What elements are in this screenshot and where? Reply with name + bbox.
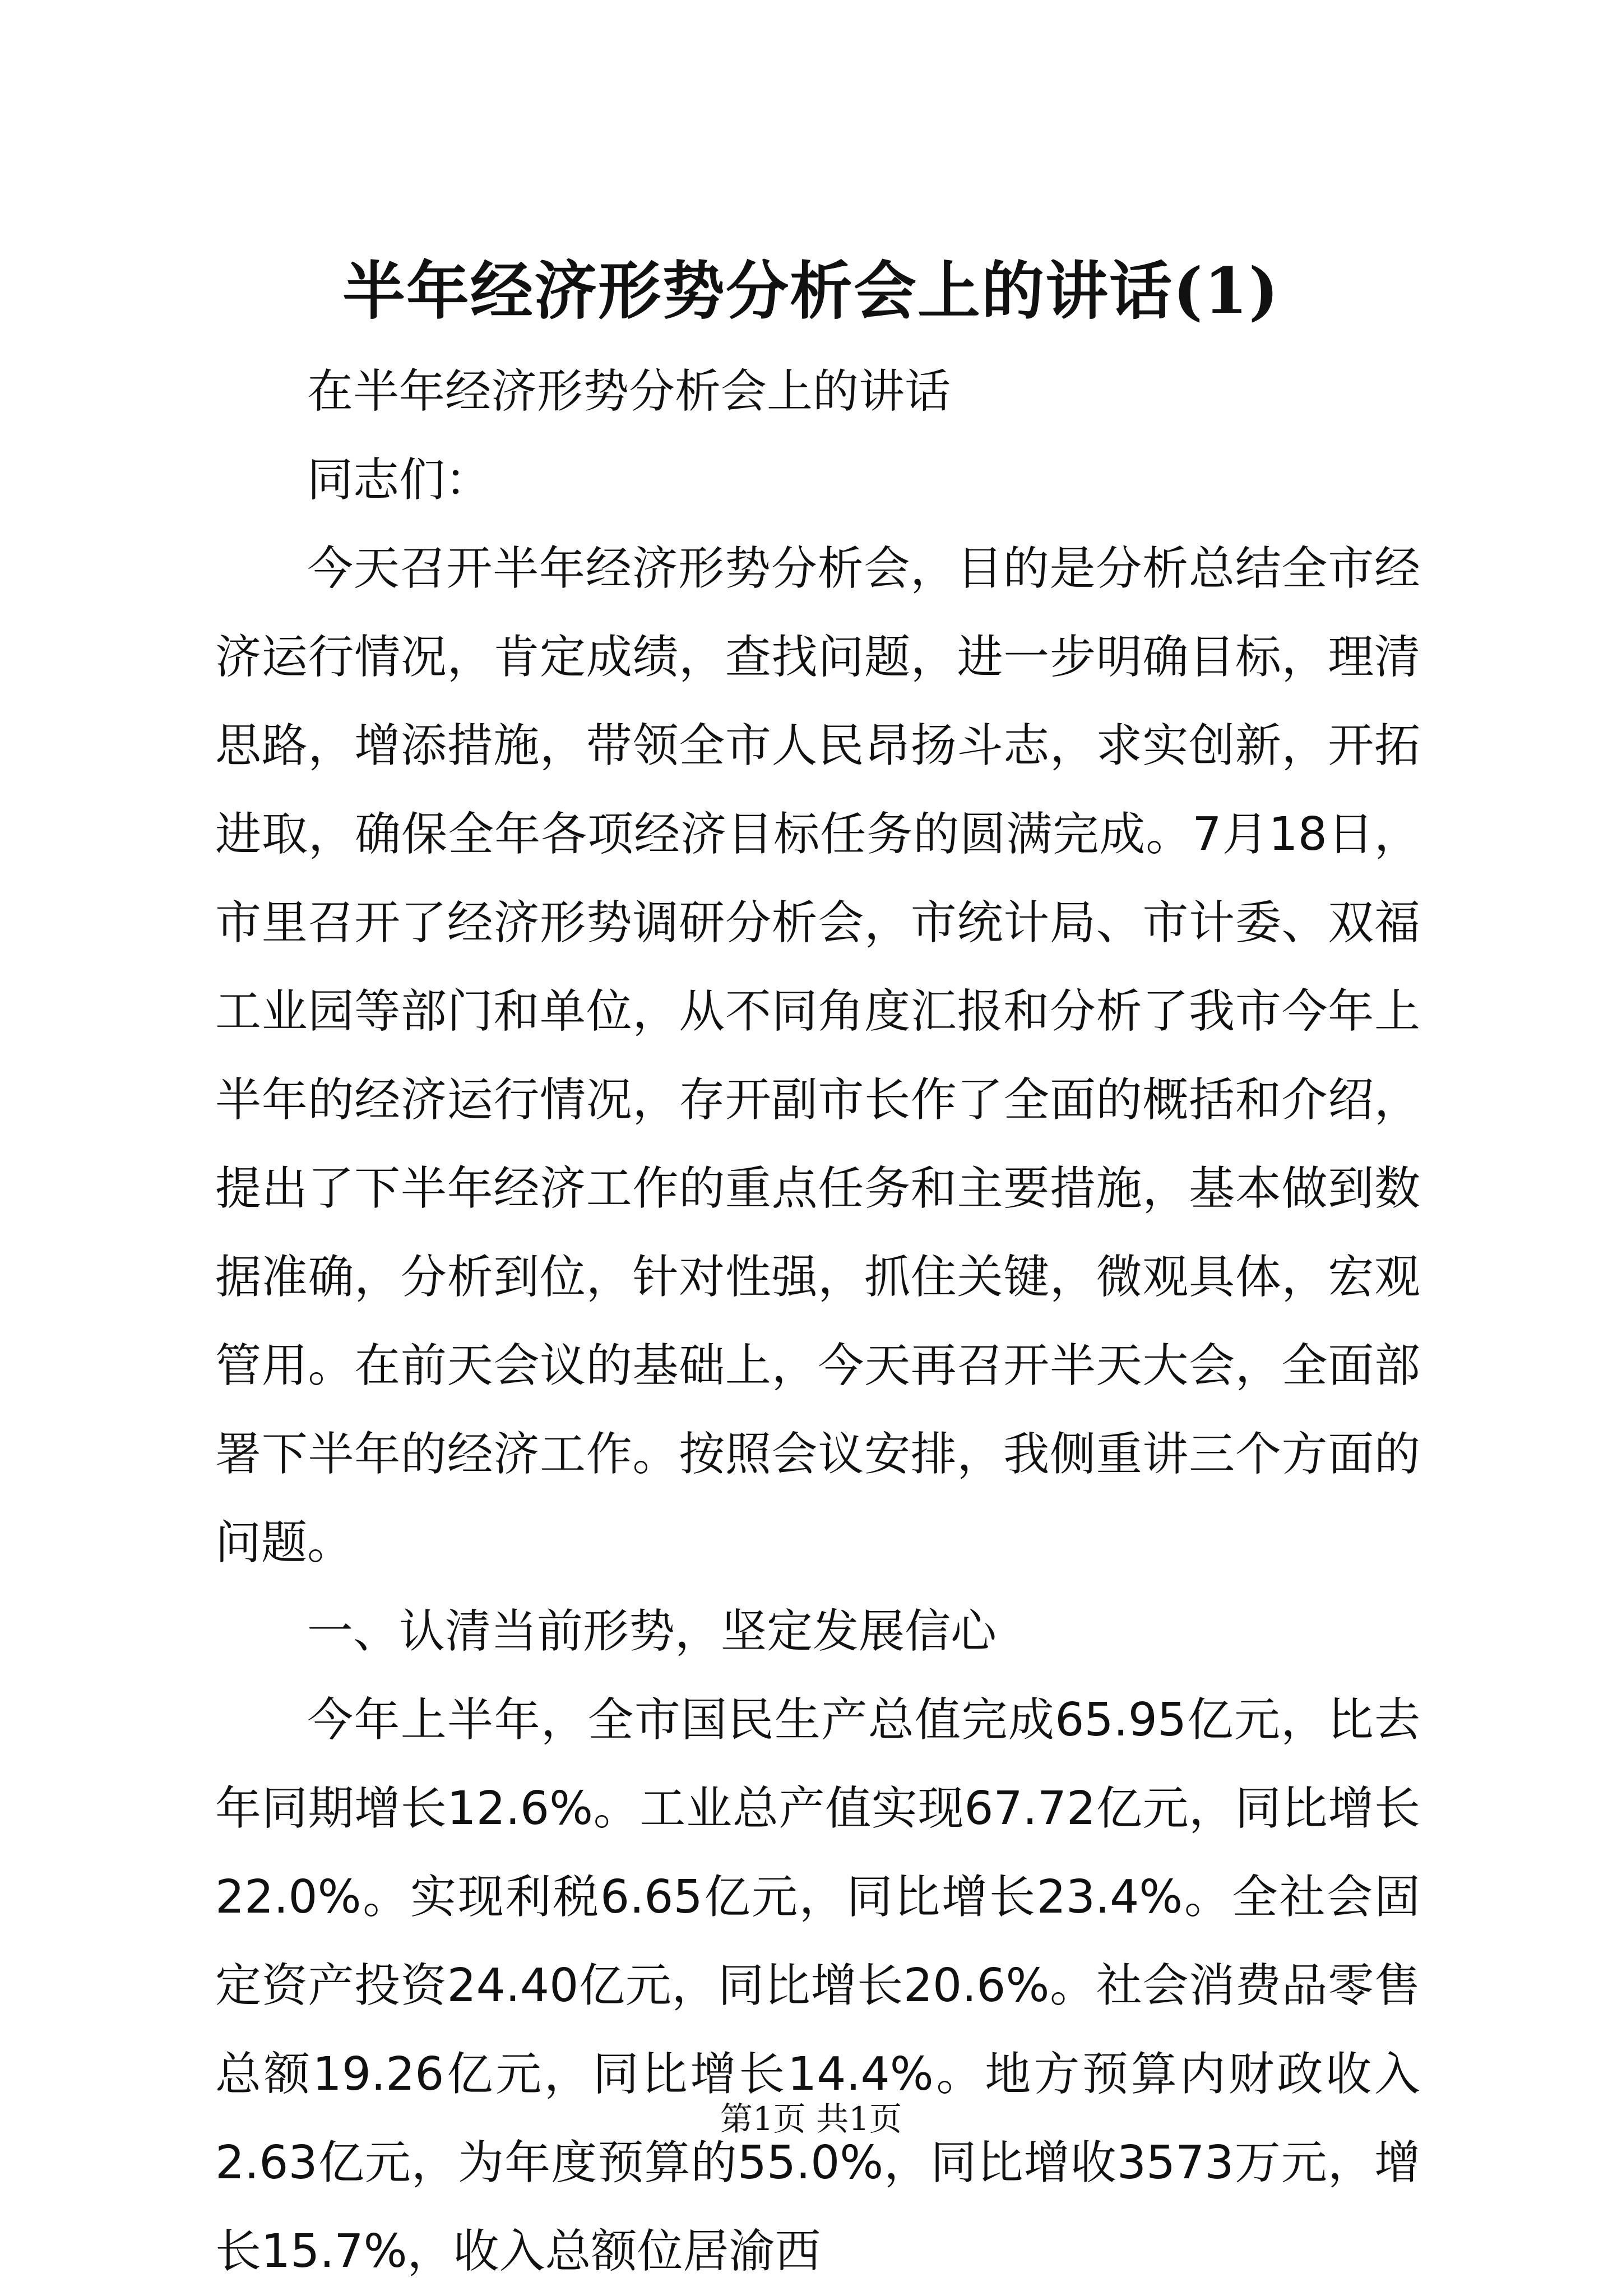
document-body [215, 348, 1420, 2296]
page-footer: 第1页 共1页 [720, 2100, 902, 2138]
intro-paragraph: 今天召开半年经济形势分析会，目的是分析总结全市经济运行情况，肯定成绩，查找问题，进一步明确目标，理清思路，增添措施，带领全市人民昂扬斗志，求实创新，开拓进取，确保全年各项经济目标任务的圆满完成。7月18日，市里召开了经济形势调研分析会，市统计局、市计委、双福工业园等部门和单位，从不同角度汇报和分析了我市今年上半年的经济运行情况，存开副市长作了全面的概括和介绍，提出了下半年经济工作的重点任务和主要措施，基本做到数据准确，分析到位，针对性强，抓住关键，微观具体，宏观管用。在前天会议的基础上，今天再召开半天大会，全面部署下半年的经济工作。按照会议安排，我侧重讲三个方面的问题。 [215, 542, 1420, 1570]
subtitle-paragraph: 在半年经济形势分析会上的讲话 [307, 365, 951, 418]
document-title: 半年经济形势分析会上的讲话(1) [342, 254, 1280, 328]
section-heading: 一、认清当前形势，坚定发展信心 [307, 1605, 997, 1658]
salutation-paragraph: 同志们： [307, 453, 492, 507]
statistics-paragraph: 今年上半年，全市国民生产总值完成65.95亿元，比去年同期增长12.6%。工业总产值实现67.72亿元，同比增长22.0%。实现利税6.65亿元，同比增长23.4%。全社会固定资产投资24.40亿元，同比增长20.6%。社会消费品零售总额19.26亿元，同比增长14.4%。地方预算内财政收入2.63亿元，为年度预算的55.0%，同比增收3573万元，增长15.7%，收入总额位居渝西 [215, 1693, 1420, 2278]
